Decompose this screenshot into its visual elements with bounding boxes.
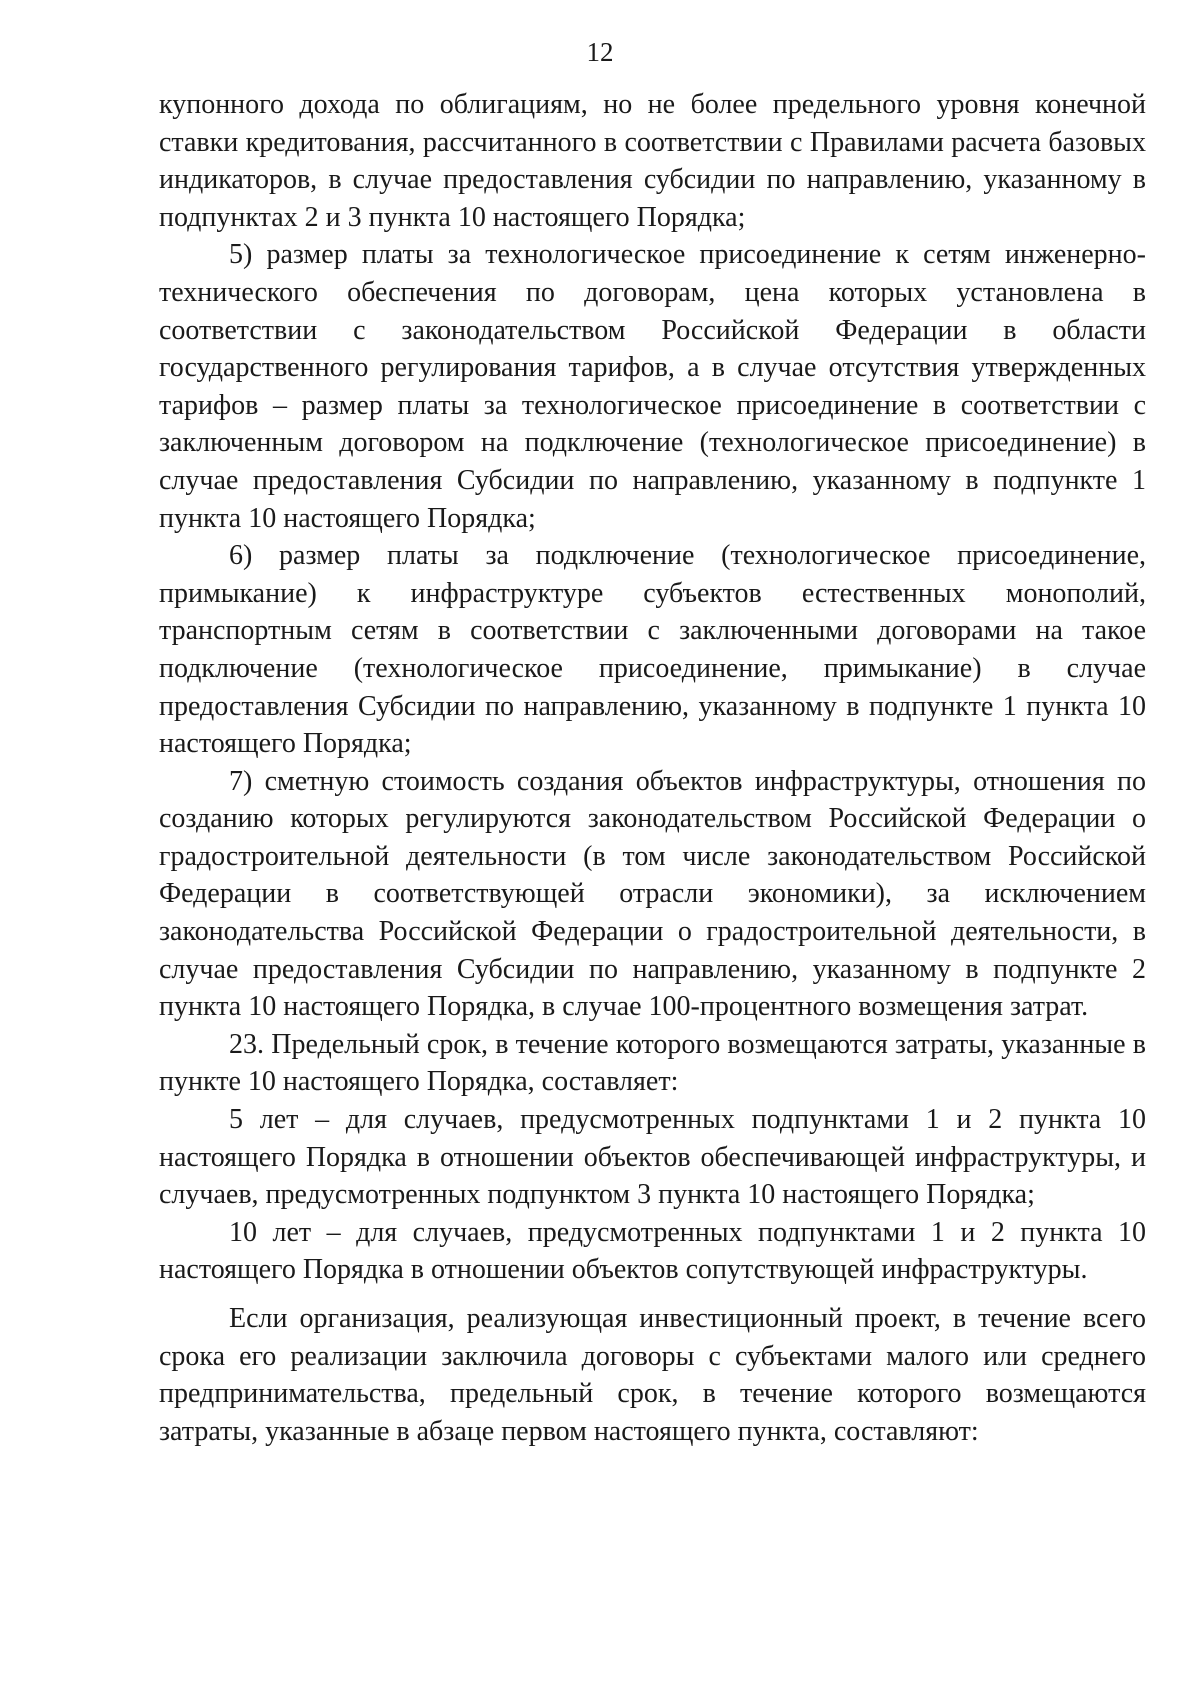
paragraph-clause-23: 23. Предельный срок, в течение которого возмещаются затраты, указанные в пункте 10 настоящего Порядка, составляет: — [159, 1028, 1146, 1098]
paragraph-term-5-years: 5 лет – для случаев, предусмотренных подпунктами 1 и 2 пункта 10 настоящего Порядка в отношении объектов обеспечивающей инфраструктуры, и случаев, предусмотренных подпунктом 3 пункта 10 настоящего Порядка; — [159, 1104, 1146, 1211]
page-number: 12 — [586, 37, 614, 67]
paragraph-item-6: 6) размер платы за подключение (технологическое присоединение, примыкание) к инфраструктуре субъектов естественных монополий, транспортным сетям в соответствии с заключенными договорами на такое подключение (технологическое присоединение, примыкание) в случае предоставления Субсидии по направлению, указанному в подпункте 1 пункта 10 настоящего Порядка; — [159, 540, 1146, 760]
paragraph-term-10-years: 10 лет – для случаев, предусмотренных подпунктами 1 и 2 пункта 10 настоящего Порядка в отношении объектов сопутствующей инфраструктуры. — [159, 1216, 1146, 1286]
paragraph-continuation: купонного дохода по облигациям, но не более предельного уровня конечной ставки кредитования, рассчитанного в соответствии с Правилами расчета базовых индикаторов, в случае предоставления субсидии по направлению, указанному в подпунктах 2 и 3 пункта 10 настоящего Порядка; — [159, 89, 1146, 233]
paragraph-item-7: 7) сметную стоимость создания объектов инфраструктуры, отношения по созданию которых регулируются законодательством Российской Федерации о градостроительной деятельности (в том числе законодательством Российской Федерации в соответствующей отрасли экономики), за исключением законодательства Российской Федерации о градостроительной деятельности, в случае предоставления Субсидии по направлению, указанному в подпункте 2 пункта 10 настоящего Порядка, в случае 100-процентного возмещения затрат. — [159, 765, 1146, 1023]
paragraph-item-5: 5) размер платы за технологическое присоединение к сетям инженерно-технического обеспечения по договорам, цена которых установлена в соответствии с законодательством Российской Федерации в области государственного регулирования тарифов, а в случае отсутствия утвержденных тарифов – размер платы за технологическое присоединение в соответствии с заключенным договором на подключение (технологическое присоединение) в случае предоставления Субсидии по направлению, указанному в подпункте 1 пункта 10 настоящего Порядка; — [159, 239, 1146, 534]
document-body — [159, 86, 1146, 1450]
paragraph-small-business-condition: Если организация, реализующая инвестиционный проект, в течение всего срока его реализации заключила договоры с субъектами малого или среднего предпринимательства, предельный срок, в течение которого возмещаются затраты, указанные в абзаце первом настоящего пункта, составляют: — [159, 1303, 1146, 1447]
